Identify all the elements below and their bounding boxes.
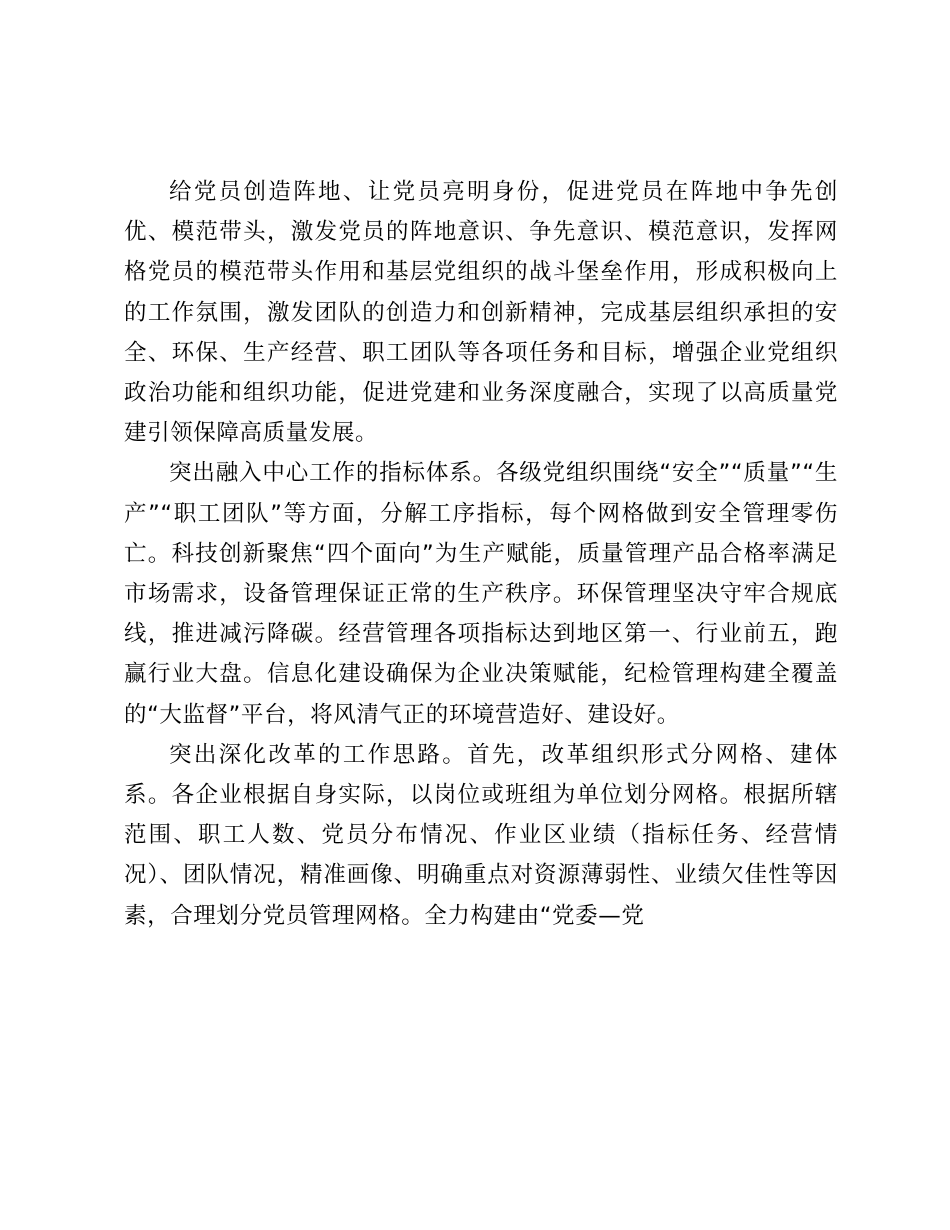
body-text — [124, 172, 838, 936]
paragraph-2: 突出融入中心工作的指标体系。各级党组织围绕“安全”“质量”“生产”“职工团队”等方面，分解工序指标，每个网格做到安全管理零伤亡。科技创新聚焦“四个面向”为生产赋能，质量管理产品合格率满足市场需求，设备管理保证正常的生产秩序。环保管理坚决守牢合规底线，推进减污降碳。经营管理各项指标达到地区第一、行业前五，跑赢行业大盘。信息化建设确保为企业决策赋能，纪检管理构建全覆盖的“大监督”平台，将风清气正的环境营造好、建设好。 — [124, 460, 838, 728]
paragraph-3: 突出深化改革的工作思路。首先，改革组织形式分网格、建体系。各企业根据自身实际，以岗位或班组为单位划分网格。根据所辖范围、职工人数、党员分布情况、作业区业绩（指标任务、经营情况）、团队情况，精准画像、明确重点对资源薄弱性、业绩欠佳性等因素，合理划分党员管理网格。全力构建由“党委—党 — [124, 741, 838, 929]
paragraph-1: 给党员创造阵地、让党员亮明身份，促进党员在阵地中争先创优、模范带头，激发党员的阵地意识、争先意识、模范意识，发挥网格党员的模范带头作用和基层党组织的战斗堡垒作用，形成积极向上的工作氛围，激发团队的创造力和创新精神，完成基层组织承担的安全、环保、生产经营、职工团队等各项任务和目标，增强企业党组织政治功能和组织功能，促进党建和业务深度融合，实现了以高质量党建引领保障高质量发展。 — [124, 179, 838, 447]
